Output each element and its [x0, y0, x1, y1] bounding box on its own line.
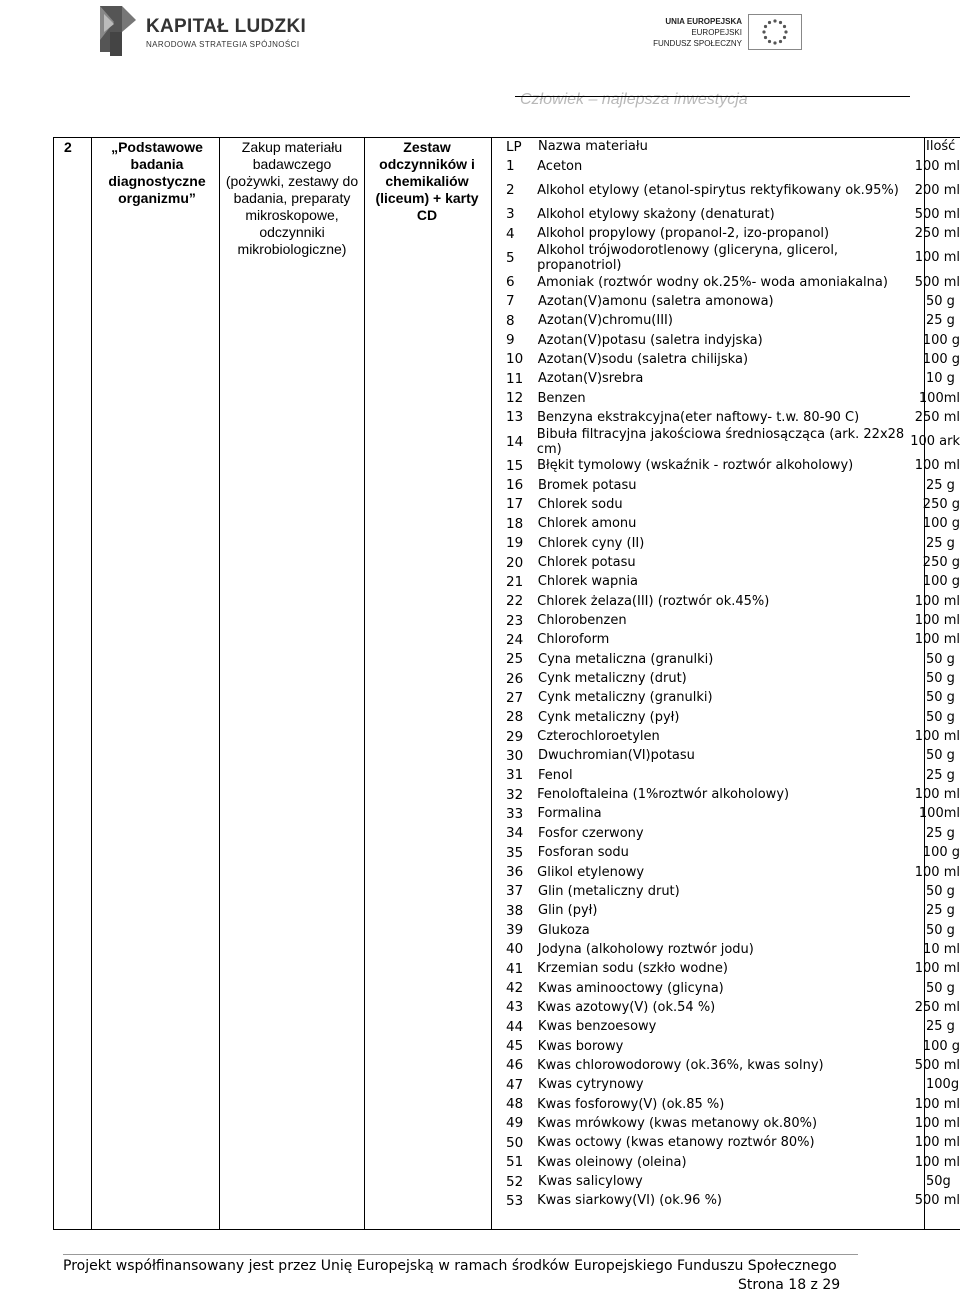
cell-qty: 25 g [926, 825, 955, 841]
cell-qty: 100 ml [914, 1115, 960, 1131]
cell-qty: 50g [926, 1174, 951, 1190]
cell-qty: 50 g [926, 690, 955, 706]
cell-qty: 100g [926, 1077, 960, 1093]
cell-qty: 25 g [926, 767, 955, 783]
table-row [498, 920, 960, 939]
eu-line3: FUNDUSZ SPOŁECZNY [653, 39, 742, 48]
cell-qty: 50 g [926, 293, 955, 309]
cell-lp: 7 [506, 293, 515, 310]
cell-lp: 36 [506, 864, 524, 881]
cell-qty: 100 g [922, 332, 960, 348]
table-row [498, 1153, 960, 1172]
cell-lp: 17 [506, 496, 524, 513]
table-row [498, 978, 960, 997]
table-row [498, 514, 960, 533]
cell-name: Chlorek potasu [537, 555, 636, 571]
cell-qty: 10 ml [923, 941, 960, 957]
cell-qty: 100 ml [914, 1154, 960, 1170]
cell-lp: 33 [506, 805, 524, 822]
cell-name: Kwas fosforowy(V) (ok.85 %) [537, 1096, 725, 1112]
cell-name: Czterochloroetylen [537, 729, 660, 745]
page-number: Strona 18 z 29 [738, 1277, 841, 1293]
header-qty: Ilość [926, 139, 956, 155]
cell-qty: 100 ark [910, 434, 960, 450]
cell-qty: 100 ml [914, 593, 960, 609]
cell-lp: 23 [506, 612, 524, 629]
cell-qty: 250 ml [914, 999, 960, 1015]
cell-name: Benzyna ekstrakcyjna(eter naftowy- t.w. 80-90 C) [537, 409, 860, 425]
cell-lp: 49 [506, 1115, 524, 1132]
cell-qty: 100 ml [914, 458, 960, 474]
cell-lp: 44 [506, 1018, 524, 1035]
cell-qty: 100 ml [914, 613, 960, 629]
cell-name: Fenoloftaleina (1%roztwór alkoholowy) [537, 787, 790, 803]
table-row [498, 388, 960, 407]
table-row [498, 998, 960, 1017]
cell-lp: 30 [506, 747, 524, 764]
cell-lp: 32 [506, 786, 524, 803]
table-row [498, 901, 960, 920]
cell-qty: 50 g [926, 651, 955, 667]
table-row [498, 1114, 960, 1133]
set-name-cell: Zestaw odczynników i chemikaliów (liceum) + karty CD [375, 139, 479, 223]
cell-lp: 12 [506, 390, 524, 407]
cell-lp: 47 [506, 1076, 524, 1093]
table-row [498, 1075, 960, 1094]
cell-lp: 41 [506, 960, 524, 977]
cell-lp: 18 [506, 515, 524, 532]
cell-lp: 20 [506, 554, 524, 571]
cell-name: Chlorek amonu [537, 516, 637, 532]
table-row [498, 785, 960, 804]
cell-qty: 500 ml [914, 206, 960, 222]
cell-name: Benzen [537, 390, 586, 406]
header-divider [515, 96, 910, 97]
cell-lp: 26 [506, 670, 524, 687]
cell-qty: 100 ml [914, 1135, 960, 1151]
cell-name: Alkohol etylowy (etanol-spirytus rektyfikowany ok.95%) [537, 182, 899, 198]
cell-name: Kwas mrówkowy (kwas metanowy ok.80%) [537, 1115, 818, 1131]
cell-name: Amoniak (roztwór wodny ok.25%- woda amoniakalna) [537, 274, 888, 290]
column-divider [364, 137, 365, 1230]
table-row [498, 427, 960, 456]
cell-name: Alkohol propylowy (propanol-2, izo-propanol) [537, 226, 830, 242]
cell-name: Cyna metaliczna (granulki) [538, 651, 714, 667]
description-cell: Zakup materiału badawczego (pożywki, zestawy do badania, preparaty mikroskopowe, odczynniki mikrobiologiczne) [225, 139, 359, 257]
cell-lp: 24 [506, 631, 524, 648]
cell-lp: 52 [506, 1173, 524, 1190]
cell-name: Bromek potasu [538, 477, 637, 493]
cell-name: Glin (metaliczny drut) [538, 883, 680, 899]
cell-qty: 50 g [926, 671, 955, 687]
table-row [498, 176, 960, 205]
cell-qty: 200 ml [914, 182, 960, 198]
table-row [498, 224, 960, 243]
table-row [498, 311, 960, 330]
cell-name: Azotan(V)amonu (saletra amonowa) [538, 293, 774, 309]
table-row [498, 243, 960, 272]
table-row [498, 495, 960, 514]
cell-lp: 35 [506, 844, 524, 861]
cell-qty: 500 ml [914, 1193, 960, 1209]
cell-qty: 50 g [926, 709, 955, 725]
cell-name: Azotan(V)srebra [538, 371, 644, 387]
cell-name: Fosforan sodu [537, 845, 629, 861]
cell-qty: 100 ml [914, 787, 960, 803]
table-row [498, 940, 960, 959]
kapital-ludzki-subtitle: NARODOWA STRATEGIA SPÓJNOŚCI [146, 40, 300, 49]
header-name: Nazwa materiału [538, 139, 648, 155]
cell-name: Kwas siarkowy(VI) (ok.96 %) [537, 1193, 722, 1209]
eu-logo [652, 14, 802, 59]
table-row [498, 1191, 960, 1210]
cell-name: Alkohol trójwodorotlenowy (gliceryna, glicerol, propanotriol) [537, 242, 839, 273]
cell-qty: 100ml [918, 806, 960, 822]
table-row [498, 156, 960, 175]
table-row [498, 369, 960, 388]
cell-name: Glukoza [538, 922, 590, 938]
cell-lp: 43 [506, 999, 524, 1016]
cell-name: Azotan(V)potasu (saletra indyjska) [537, 332, 763, 348]
table-row [498, 272, 960, 291]
category-cell: „Podstawowe badania diagnostyczne organizmu” [108, 139, 206, 206]
table-row [498, 553, 960, 572]
cell-qty: 100 g [922, 574, 960, 590]
cell-lp: 4 [506, 225, 515, 242]
cell-lp: 21 [506, 573, 524, 590]
cell-name: Glin (pył) [538, 903, 598, 919]
cell-qty: 100 g [922, 845, 960, 861]
cell-name: Chlorek cyny (II) [538, 535, 645, 551]
quantity-column-divider [924, 137, 925, 1230]
column-divider [219, 137, 220, 1230]
cell-lp: 16 [506, 477, 524, 494]
cell-lp: 29 [506, 728, 524, 745]
cell-lp: 11 [506, 370, 524, 387]
cell-lp: 50 [506, 1134, 524, 1151]
table-row [498, 824, 960, 843]
table-row [498, 804, 960, 823]
cell-qty: 25 g [926, 903, 955, 919]
table-row [498, 534, 960, 553]
materials-rows [498, 156, 960, 1210]
cell-qty: 25 g [926, 535, 955, 551]
cell-lp: 3 [506, 206, 515, 223]
footer-divider [63, 1254, 858, 1255]
cell-name: Formalina [537, 806, 602, 822]
cell-qty: 100 ml [914, 250, 960, 266]
cell-lp: 39 [506, 922, 524, 939]
cell-qty: 100 g [922, 516, 960, 532]
table-row [498, 1017, 960, 1036]
cell-qty: 100 ml [914, 632, 960, 648]
table-row [498, 330, 960, 349]
table-row [498, 408, 960, 427]
cell-name: Kwas cytrynowy [538, 1077, 644, 1093]
cell-name: Cynk metaliczny (drut) [538, 671, 687, 687]
cell-name: Cynk metaliczny (granulki) [538, 690, 713, 706]
cell-qty: 25 g [926, 313, 955, 329]
column-divider [91, 137, 92, 1230]
cell-qty: 50 g [926, 748, 955, 764]
table-row [498, 1036, 960, 1055]
cell-lp: 6 [506, 274, 515, 291]
cell-name: Alkohol etylowy skażony (denaturat) [537, 206, 775, 222]
eu-text [653, 16, 742, 49]
table-row [498, 205, 960, 224]
cell-name: Kwas benzoesowy [538, 1019, 657, 1035]
kapital-ludzki-logo [96, 2, 307, 64]
table-row [498, 456, 960, 475]
cell-lp: 34 [506, 825, 524, 842]
cell-qty: 100 ml [914, 1096, 960, 1112]
table-row [498, 611, 960, 630]
table-row [498, 1056, 960, 1075]
cell-qty: 100 g [922, 351, 960, 367]
cell-lp: 37 [506, 883, 524, 900]
cell-name: Fenol [538, 767, 573, 783]
table-row [498, 843, 960, 862]
cell-name: Jodyna (alkoholowy roztwór jodu) [537, 941, 754, 957]
table-row [498, 592, 960, 611]
cell-qty: 25 g [926, 1019, 955, 1035]
cell-name: Dwuchromian(VI)potasu [538, 748, 695, 764]
cell-lp: 19 [506, 535, 524, 552]
table-row [498, 959, 960, 978]
cell-lp: 28 [506, 709, 524, 726]
cell-qty: 250 ml [914, 226, 960, 242]
cell-qty: 100 ml [914, 729, 960, 745]
eu-line1: UNIA EUROPEJSKA [665, 17, 742, 26]
cell-lp: 46 [506, 1057, 524, 1074]
cell-name: Chlorek wapnia [537, 574, 639, 590]
cell-name: Chlorek żelaza(III) (roztwór ok.45%) [537, 593, 770, 609]
cell-name: Błękit tymolowy (wskaźnik - roztwór alkoholowy) [537, 458, 854, 474]
cell-lp: 45 [506, 1038, 524, 1055]
cell-lp: 10 [506, 351, 524, 368]
cell-qty: 500 ml [914, 1057, 960, 1073]
table-row [498, 1172, 960, 1191]
cell-name: Aceton [537, 158, 583, 174]
cell-lp: 1 [506, 158, 515, 175]
table-row [498, 669, 960, 688]
cell-qty: 10 g [926, 371, 955, 387]
table-row [498, 650, 960, 669]
cell-qty: 250 g [922, 555, 960, 571]
cell-name: Kwas azotowy(V) (ok.54 %) [537, 999, 716, 1015]
materials-table [498, 137, 960, 1211]
table-row [498, 862, 960, 881]
kapital-ludzki-title: KAPITAŁ LUDZKI [146, 16, 307, 37]
row-number: 2 [64, 139, 72, 155]
cell-lp: 31 [506, 767, 524, 784]
column-divider [491, 137, 492, 1230]
cell-lp: 9 [506, 332, 515, 349]
cell-lp: 22 [506, 593, 524, 610]
cell-lp: 15 [506, 457, 524, 474]
table-row [498, 475, 960, 494]
cell-name: Cynk metaliczny (pył) [538, 709, 680, 725]
cell-lp: 27 [506, 689, 524, 706]
cell-lp: 53 [506, 1192, 524, 1209]
cell-name: Kwas oleinowy (oleina) [537, 1154, 687, 1170]
cell-name: Chlorek sodu [537, 496, 623, 512]
cell-name: Kwas aminooctowy (glicyna) [538, 980, 724, 996]
cell-lp: 40 [506, 941, 524, 958]
cell-lp: 2 [506, 182, 515, 199]
cell-qty: 250 g [922, 496, 960, 512]
cell-qty: 50 g [926, 980, 955, 996]
cell-name: Chloroform [537, 632, 610, 648]
cell-qty: 500 ml [914, 274, 960, 290]
materials-header-row [498, 137, 960, 156]
cell-qty: 100 ml [914, 864, 960, 880]
cell-name: Azotan(V)sodu (saletra chilijska) [537, 351, 749, 367]
eu-flag-icon [748, 14, 802, 50]
cell-name: Bibuła filtracyjna jakościowa średniosącząca (ark. 22x28 cm) [536, 426, 905, 457]
table-row [498, 630, 960, 649]
cell-name: Krzemian sodu (szkło wodne) [537, 961, 728, 977]
table-row [498, 688, 960, 707]
table-row [498, 708, 960, 727]
cell-name: Kwas salicylowy [538, 1174, 643, 1190]
motto: Człowiek – najlepsza inwestycja [520, 91, 748, 108]
cell-lp: 48 [506, 1096, 524, 1113]
cell-qty: 50 g [926, 883, 955, 899]
table-row [498, 766, 960, 785]
cell-name: Azotan(V)chromu(III) [538, 313, 673, 329]
cell-qty: 100ml [918, 390, 960, 406]
cell-lp: 8 [506, 312, 515, 329]
funding-note: Projekt współfinansowany jest przez Unię Europejską w ramach środków Europejskiego Funduszu Społecznego [63, 1258, 837, 1274]
cell-qty: 25 g [926, 477, 955, 493]
cell-lp: 5 [506, 249, 515, 266]
table-row [498, 572, 960, 591]
cell-qty: 250 ml [914, 409, 960, 425]
cell-name: Chlorobenzen [537, 613, 627, 629]
table-row [498, 292, 960, 311]
cell-qty: 100 g [922, 1038, 960, 1054]
cell-lp: 38 [506, 902, 524, 919]
table-row [498, 746, 960, 765]
eu-line2: EUROPEJSKI [691, 28, 742, 37]
cell-name: Glikol etylenowy [537, 864, 645, 880]
cell-qty: 100 ml [914, 158, 960, 174]
cell-lp: 13 [506, 409, 524, 426]
cell-name: Kwas octowy (kwas etanowy roztwór 80%) [537, 1135, 815, 1151]
cell-name: Kwas borowy [537, 1038, 624, 1054]
table-row [498, 1133, 960, 1152]
table-row [498, 882, 960, 901]
cell-lp: 51 [506, 1154, 524, 1171]
header-lp: LP [506, 138, 522, 155]
cell-qty: 50 g [926, 922, 955, 938]
cell-name: Fosfor czerwony [538, 825, 644, 841]
cell-name: Kwas chlorowodorowy (ok.36%, kwas solny) [537, 1057, 824, 1073]
cell-lp: 25 [506, 651, 524, 668]
table-row [498, 727, 960, 746]
table-row [498, 1094, 960, 1113]
table-row [498, 350, 960, 369]
cell-lp: 42 [506, 980, 524, 997]
kapital-ludzki-emblem-icon [96, 2, 140, 58]
cell-qty: 100 ml [914, 961, 960, 977]
cell-lp: 14 [506, 433, 524, 450]
